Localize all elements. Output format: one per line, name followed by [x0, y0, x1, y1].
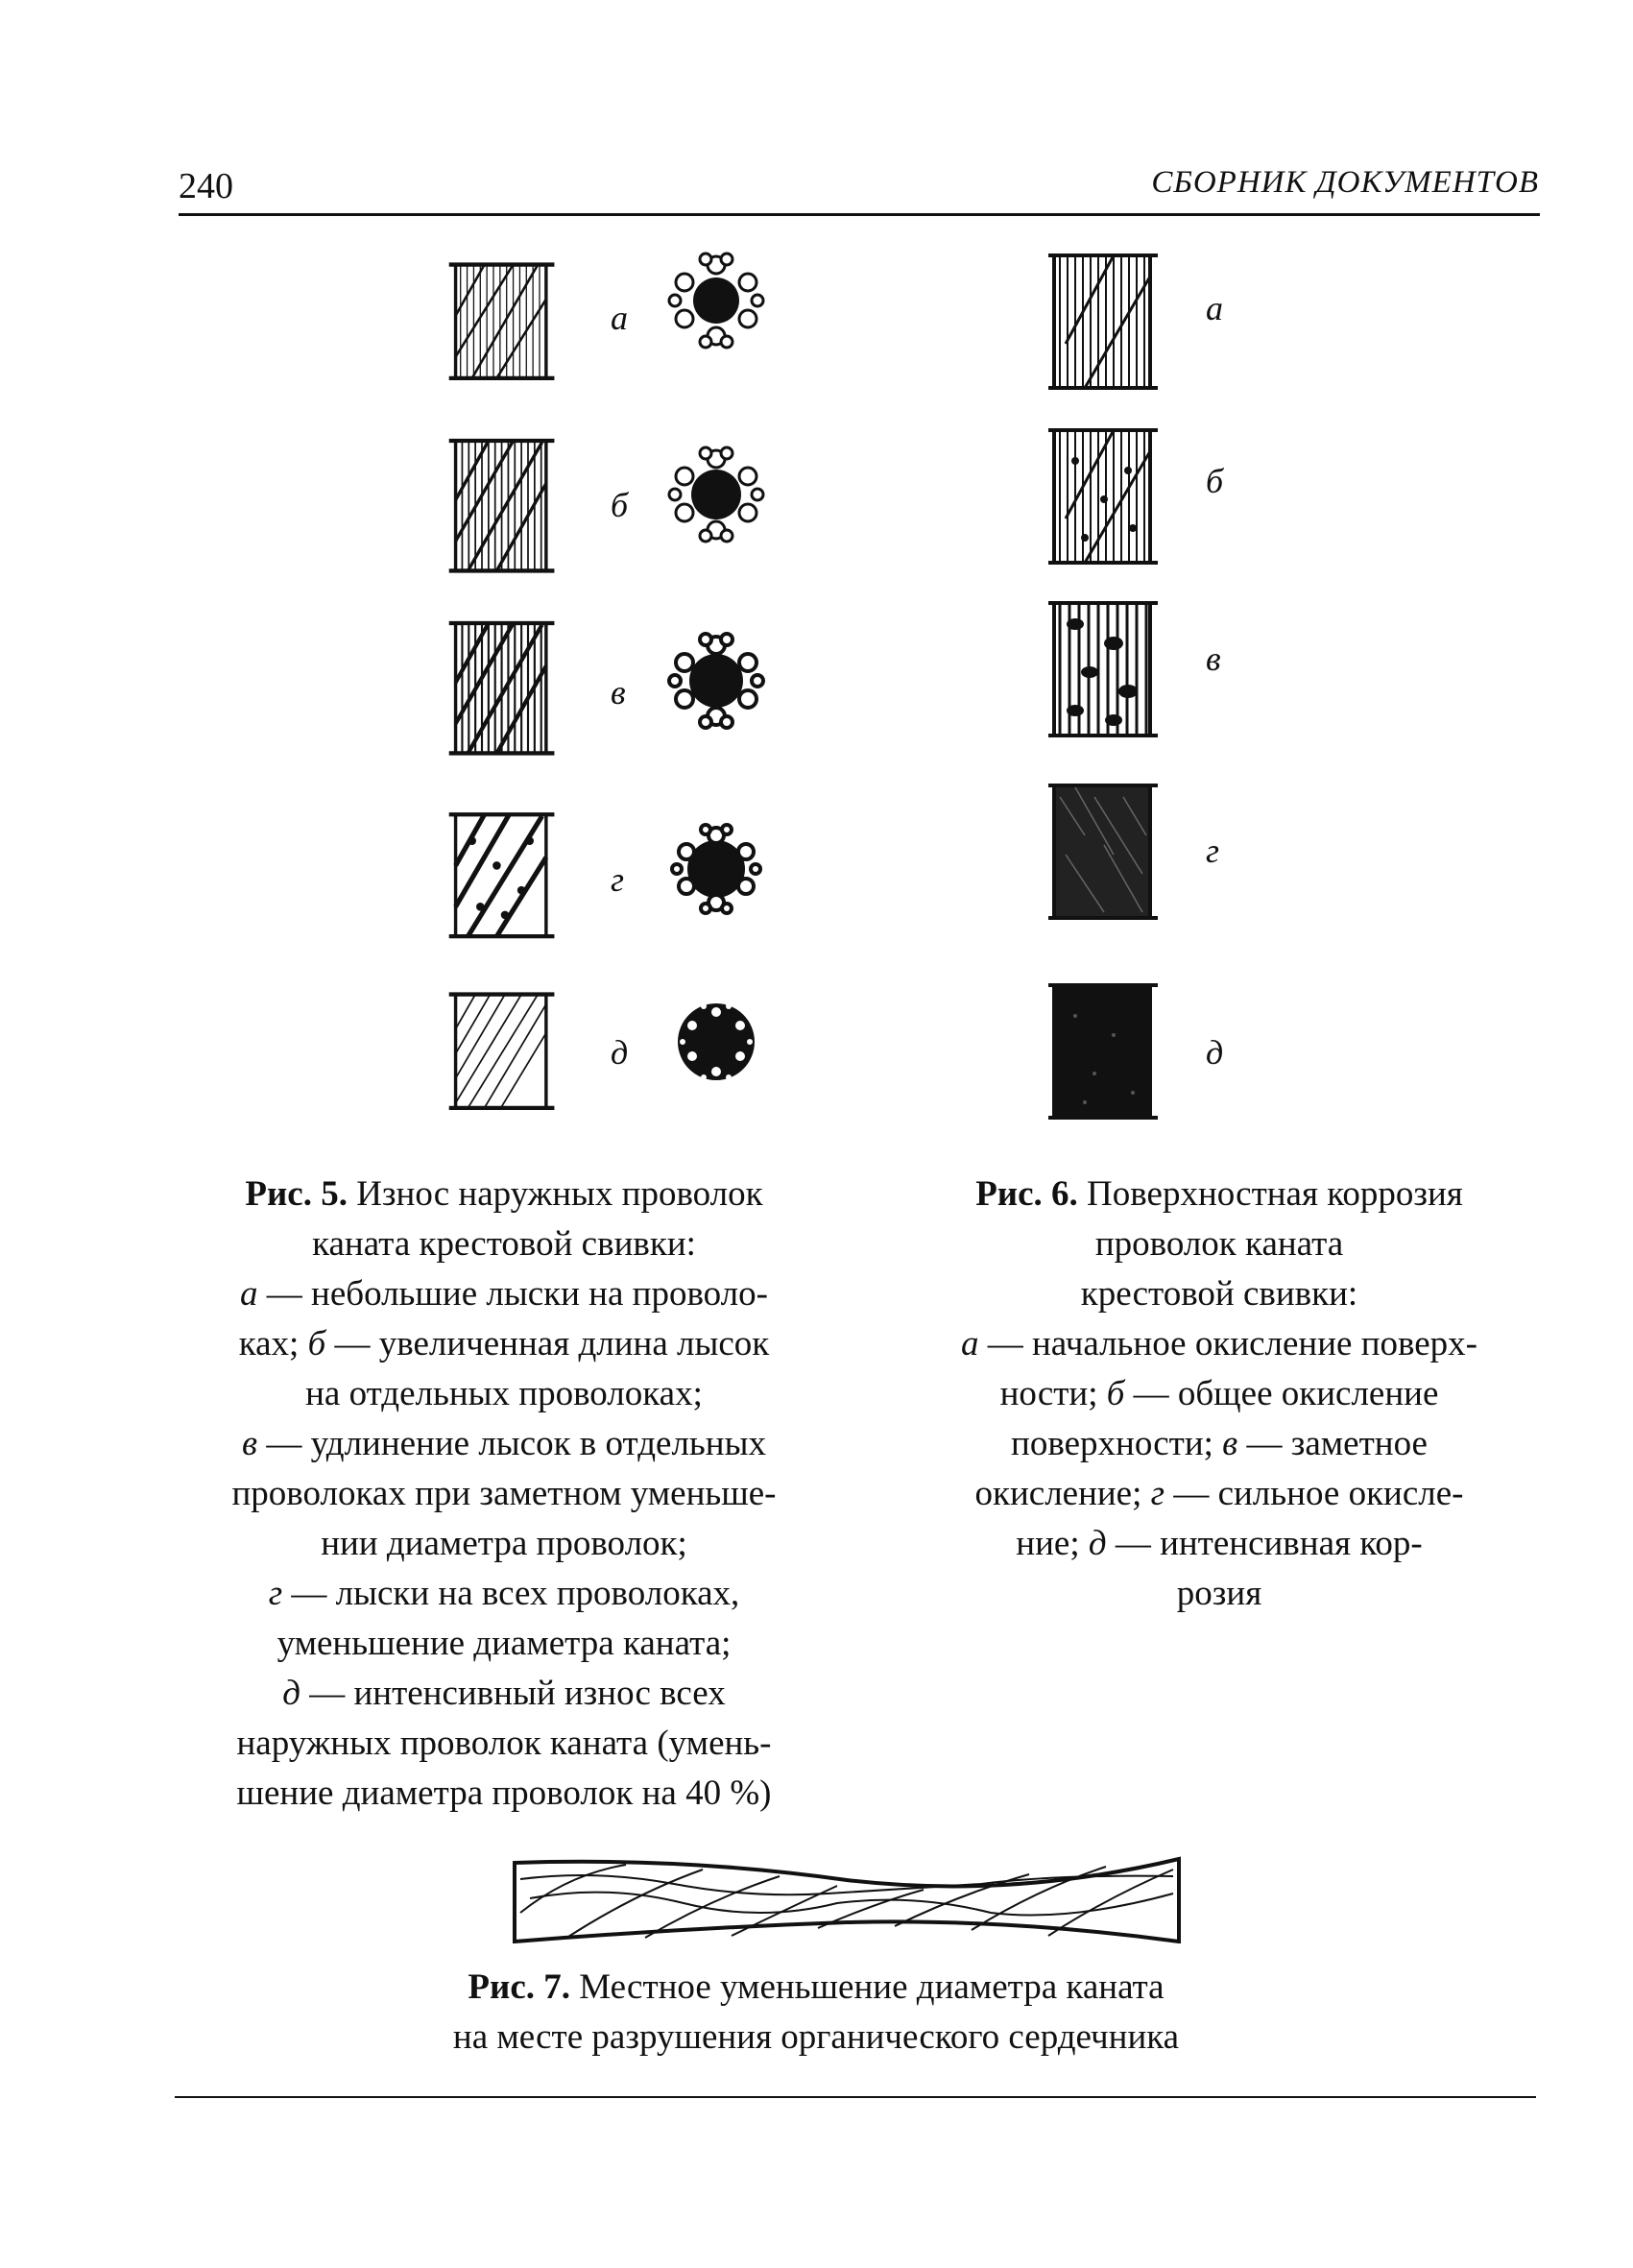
- page-number: 240: [179, 166, 233, 206]
- fig5-label-d: г: [611, 860, 625, 899]
- fig5-label-e: д: [611, 1033, 629, 1072]
- fig5-rope-e: [447, 977, 563, 1122]
- fig5-label-a: а: [611, 299, 628, 337]
- fig5-ref: Рис. 5.: [245, 1174, 348, 1214]
- fig6-label-b: б: [1206, 462, 1224, 500]
- fig5-rope-a: [447, 248, 563, 392]
- fig5-rope-b: [447, 422, 563, 586]
- fig5-rope-d: [447, 797, 563, 951]
- fig6-caption: Рис. 6. Поверхностная коррозия проволок каната крестовой свивки: а — начальное окисление поверх- ности; б — общее окисление поверхности; в — заметное окисление; г — сильное окисле- ние; д — интенсивная кор- розия: [960, 1174, 1478, 1613]
- fig5-cross-section-c: [659, 628, 774, 734]
- fig5-cross-section-a: [659, 248, 774, 353]
- fig6-label-a: а: [1206, 289, 1223, 327]
- fig5-rope-c: [447, 605, 563, 768]
- fig5-label-b: б: [611, 486, 629, 524]
- fig5-caption: Рис. 5. Износ наружных проволок каната крестовой свивки: а — небольшие лыски на проволо- ках; б — увеличенная длина лысок на отдельных проволоках; в — удлинение лысок в отдельных проволоках при заметном уменьше- нии диаметра проволок; г — лыски на всех проволоках, уменьшение диаметра каната; д — интенсивный износ всех наружных проволок каната (умень- шение диаметра проволок на 40 %): [154, 1170, 854, 1819]
- fig7-ref: Рис. 7.: [468, 1967, 571, 2007]
- fig5-cross-section-e: [659, 989, 774, 1095]
- fig6-rope-e: [1046, 977, 1162, 1122]
- fig5-label-c: в: [611, 673, 626, 712]
- fig5-title: Износ наружных проволок: [356, 1174, 763, 1214]
- fig6-label-e: д: [1206, 1033, 1224, 1072]
- figure-7-rope: [511, 1855, 1183, 1943]
- running-title: СБОРНИК ДОКУМЕНТОВ: [1151, 165, 1539, 200]
- fig6-rope-b: [1046, 422, 1162, 567]
- fig6-ref: Рис. 6.: [975, 1174, 1078, 1214]
- fig6-title: Поверхностная коррозия: [1087, 1174, 1463, 1214]
- fig6-rope-d: [1046, 778, 1162, 922]
- fig5-title-2: каната крестовой свивки:: [312, 1224, 696, 1264]
- fig6-label-d: г: [1206, 832, 1220, 870]
- fig6-rope-a: [1046, 248, 1162, 392]
- header-rule: [179, 213, 1540, 216]
- fig5-cross-section-b: [659, 442, 774, 547]
- fig6-label-c: в: [1206, 639, 1221, 678]
- fig6-rope-c: [1046, 595, 1162, 739]
- footer-rule: [175, 2096, 1536, 2098]
- fig7-caption: Рис. 7. Местное уменьшение диаметра каната на месте разрушения органического сердечника: [452, 1967, 1180, 2057]
- fig5-cross-section-d: [659, 816, 774, 922]
